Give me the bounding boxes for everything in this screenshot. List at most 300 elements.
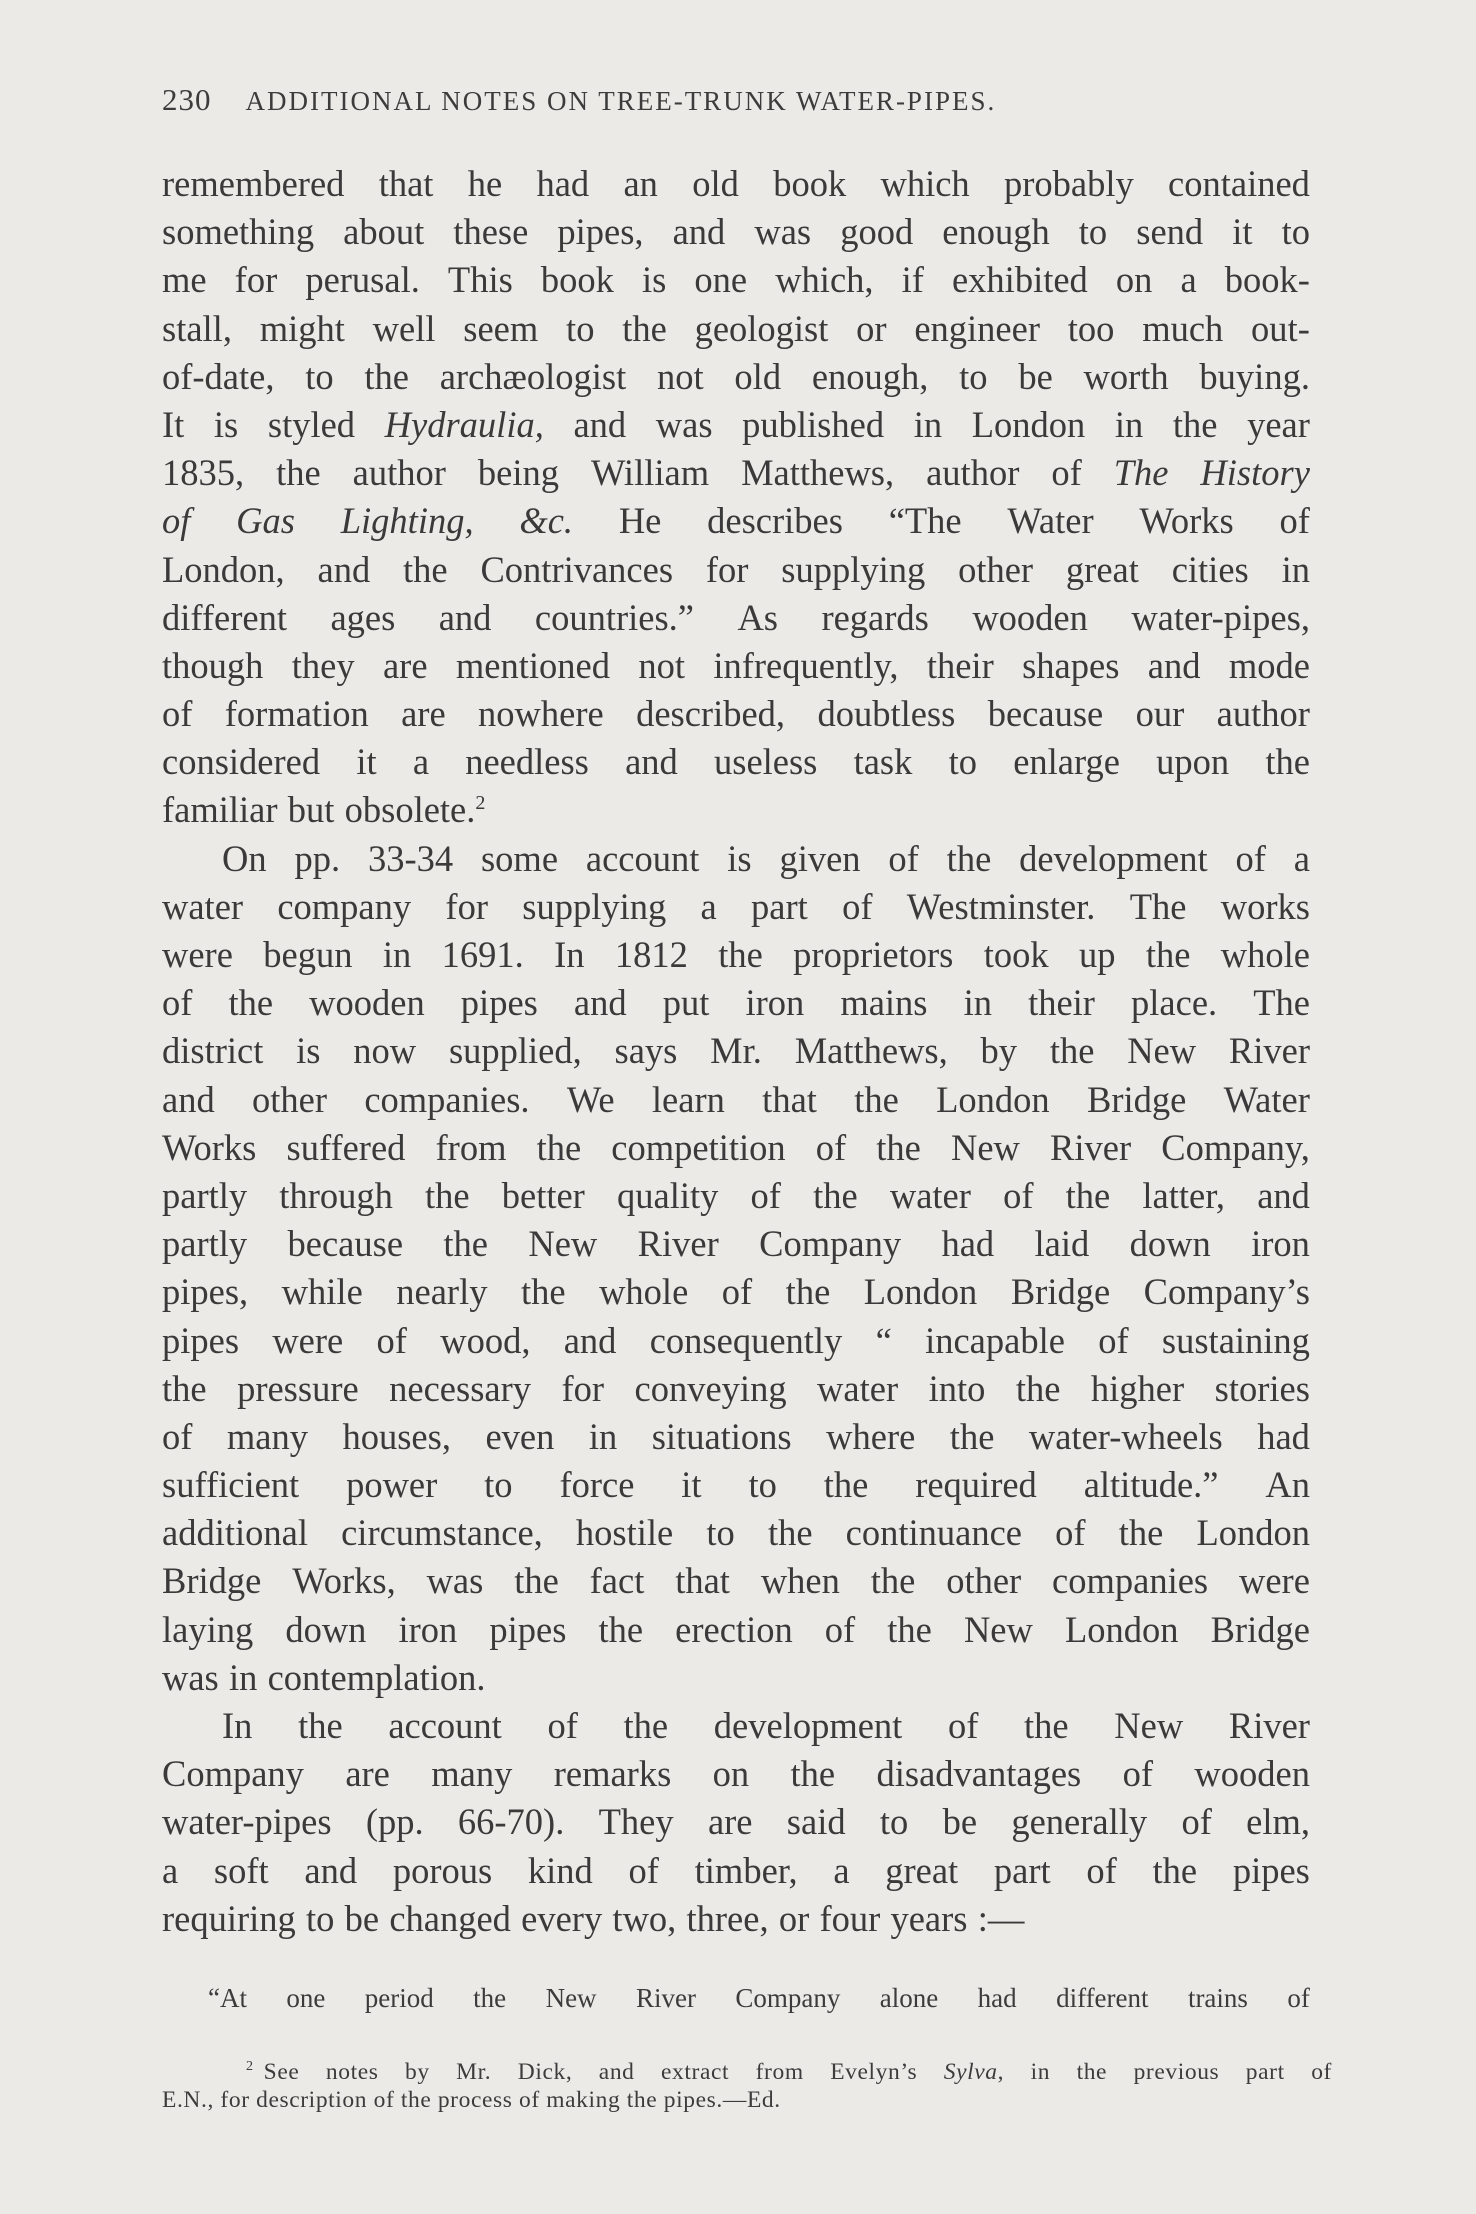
word: one [286,1983,326,2013]
word: are [401,693,446,735]
word: In [554,934,585,975]
word: when [760,1560,840,1602]
word: and [317,548,371,590]
word: the [790,1753,836,1795]
word: the [854,1078,899,1120]
word: and [162,1078,215,1120]
word: of [815,1126,847,1168]
word: the [622,307,667,349]
word: alone [879,1983,939,2013]
word: of [1181,1801,1212,1843]
word: iron [745,982,805,1024]
word: good [840,211,914,253]
text-line [162,738,1310,786]
word: other [946,1560,1022,1602]
word: are [707,1801,753,1843]
word: of [888,837,919,879]
word: London [1196,1512,1310,1554]
word: many [431,1753,513,1795]
word: “At [208,1983,247,2013]
word: published [742,403,885,445]
word: supplying [781,548,926,590]
word: some [480,837,559,879]
word: William [590,452,710,494]
word: different [1056,1983,1149,2013]
word: it [356,741,377,783]
word: of [1086,1849,1117,1891]
word: and [438,596,492,638]
word: in [588,1415,618,1457]
word: a [162,1849,179,1891]
word: He [618,500,662,542]
word: and [1147,644,1201,686]
word: Works [1139,500,1234,542]
word: to [306,1897,335,1939]
word: sufficient [162,1464,300,1506]
word: trains [1187,1983,1248,2013]
word: of [162,982,193,1024]
word: where [826,1415,916,1457]
word: learn [651,1078,725,1120]
text-line [162,546,1310,594]
word: London [936,1078,1050,1120]
word: force [559,1464,635,1506]
word: the [1265,741,1310,783]
word: better [501,1174,585,1216]
word: of [1279,500,1310,542]
word: for [561,1367,605,1409]
word: two, [612,1897,677,1939]
word: Bridge [1010,1271,1111,1313]
word: 1691. [441,934,524,975]
word: enough [942,211,1050,253]
word: New [528,1223,598,1265]
word: water [817,1367,899,1409]
word: place. [1131,982,1218,1024]
word: pipes, [162,1271,249,1313]
word: of [1051,452,1082,494]
text-line [162,1268,1310,1316]
word: given [779,837,861,879]
word: upon [1156,741,1230,783]
word: to [948,741,977,783]
word: “The [888,500,962,542]
word: the [228,982,274,1024]
word: London [863,1271,978,1313]
word: regards [821,596,929,638]
word: because [987,693,1104,735]
text-line [162,690,1310,738]
word: Gas [236,500,295,542]
word: We [566,1078,615,1120]
word: from [435,1126,507,1168]
word: much [1142,307,1224,349]
word: Sylva, [943,2059,1005,2085]
word: Lighting, [340,500,474,542]
word: the [785,1271,831,1313]
word: nearly [396,1271,488,1313]
word: familiar [162,789,278,831]
word: New [1114,1705,1184,1746]
word: the [623,1705,669,1746]
word: part [1245,2059,1285,2085]
word: the [403,548,448,590]
text-line [162,449,1310,497]
footnote [162,2058,1332,2114]
word: in [1030,2059,1051,2085]
word: They [598,1801,674,1843]
quote-line [162,1980,1310,2016]
word: of [1055,1512,1086,1554]
word: had [977,1983,1017,2013]
word: the [1152,1849,1198,1891]
word: send [1136,211,1204,253]
word: of [1287,1983,1310,2013]
word: works [1220,885,1310,927]
word: Bridge [1086,1078,1187,1120]
text-line [162,931,1310,979]
word: of [628,1849,659,1891]
word: from [755,2059,804,2085]
word: that [378,163,434,204]
word: Dick, [517,2059,573,2085]
word: of-date, [162,355,275,397]
word: development [1019,837,1208,879]
word: iron [1251,1223,1310,1265]
word: down [1129,1223,1211,1265]
word: and [573,403,627,445]
text-line [162,1509,1310,1557]
word: the [425,1174,470,1216]
word: were [162,934,233,975]
word: had [536,163,590,204]
word: water [162,885,244,927]
word: water [889,1174,971,1216]
text-line [162,305,1310,353]
word: remembered [162,163,345,204]
word: requiring [162,1897,296,1939]
word: The [1253,982,1310,1024]
word: water-pipes [162,1801,332,1843]
word: contemplation. [267,1656,486,1698]
word: notes [325,2059,379,2085]
word: worth [1083,355,1169,397]
word: of [162,500,191,542]
word: of [1003,1174,1034,1216]
word: mentioned [455,644,610,686]
word: author [926,452,1020,494]
word: As [737,596,779,638]
word: London [1064,1608,1179,1650]
word: hostile [575,1512,674,1554]
word: the [1145,934,1191,975]
word: exhibited [951,259,1088,301]
word: seem [463,307,539,349]
word: begun [263,934,353,975]
word: to [305,355,334,397]
word: the [718,934,763,975]
word: pipes [1232,1849,1310,1891]
word: of [376,1319,407,1361]
word: needless [465,741,589,783]
word: Mr. [456,2059,492,2085]
word: a [833,1849,850,1891]
word: Bridge [162,1560,262,1602]
word: doubtless [817,693,956,735]
word: he [467,163,503,204]
word: ages [330,596,396,638]
word: our [1135,693,1185,735]
word: of [1235,837,1266,879]
word: Westminster. [906,885,1096,927]
word: circumstance, [341,1512,543,1554]
word: stories [1214,1367,1310,1409]
word: shapes [1022,644,1120,686]
word: into [928,1367,986,1409]
word: in [1281,548,1310,590]
word: wood, [440,1319,531,1361]
text-line [162,1847,1310,1895]
text-line [162,1798,1310,1846]
word: engineer [914,307,1040,349]
word: conveying [634,1367,787,1409]
word: useless [713,741,818,783]
word: companies [1052,1560,1209,1602]
word: the [276,452,321,494]
text-line [162,256,1310,304]
word: styled [267,403,356,445]
word: of [721,1271,753,1313]
word: erection [675,1608,793,1650]
text-line [162,1750,1310,1798]
text-line [162,835,1310,883]
text-line [162,979,1310,1027]
word: water-wheels [1028,1415,1223,1457]
word: though [162,644,264,686]
word: other [252,1078,328,1120]
footnote-line: E.N., for description of the process of making the pipes.—Ed. [162,2087,781,2113]
text-line [162,1027,1310,1075]
word: archæologist [439,355,627,397]
word: these [453,211,529,253]
word: to [1281,211,1310,253]
text-line [162,1702,1310,1750]
word: and [672,211,726,253]
word: Water [1007,500,1094,542]
word: infrequently, [713,644,899,686]
word: if [901,259,924,301]
word: pp. [294,837,341,879]
word: laying [162,1608,254,1650]
word: nowhere [478,693,604,735]
word: Company [162,1753,304,1795]
word: book [540,259,614,301]
word: companies. [364,1078,530,1120]
word: considered [162,741,321,783]
word: the [1065,1174,1111,1216]
word: me [162,259,207,301]
word: on [712,1753,750,1795]
word: to [748,1464,777,1506]
word: Company [735,1983,841,2013]
word: the [946,837,992,879]
word: London, [162,548,285,590]
word: London [971,403,1086,445]
word: 33-34 [367,837,454,879]
word: describes [707,500,843,542]
word: additional [162,1512,308,1554]
word: The [1113,452,1169,494]
word: Contrivances [480,548,674,590]
word: different [162,596,287,638]
word: the [298,1705,343,1746]
word: was [162,1656,219,1698]
word: task [853,741,913,783]
word: New [1127,1030,1197,1072]
word: the [598,1608,644,1650]
word: pipes [460,982,538,1024]
word: of [1122,1753,1154,1795]
word: had [941,1223,995,1265]
word: took [983,934,1049,975]
running-head-title: ADDITIONAL NOTES ON TREE-TRUNK WATER-PIPES. [245,86,997,116]
word: were [272,1319,344,1361]
word: is [727,837,752,879]
word: the [767,1512,813,1554]
word: the [870,1560,916,1602]
word: and [598,2059,635,2085]
word: Mr. [710,1030,762,1072]
word: is [296,1030,321,1072]
word: the [364,355,409,397]
word: in [1114,403,1144,445]
word: while [281,1271,363,1313]
body-text [162,160,1310,1943]
word: because [287,1223,404,1265]
word: of [547,1705,578,1746]
word: mode [1228,644,1310,686]
word: up [1078,934,1116,975]
word: water-pipes, [1131,596,1310,638]
word: perusal. [305,259,420,301]
word: were [1239,1560,1310,1602]
word: are [345,1753,390,1795]
word: Works, [292,1560,396,1602]
word: by [980,1030,1018,1072]
word: laid [1034,1223,1090,1265]
word: mains [840,982,928,1024]
word: be [1018,355,1053,397]
word: is [641,259,667,301]
word: Company [759,1223,902,1265]
word: great [1065,548,1139,590]
word: three, [686,1897,769,1939]
word: to [484,1464,513,1506]
word: enough, [811,355,929,397]
word: to [1078,211,1108,253]
word: something [162,211,315,253]
word: or [778,1897,810,1939]
word: Matthews, [794,1030,948,1072]
word: On [222,837,267,879]
word: down [285,1608,367,1650]
word: book [773,163,847,204]
text-line [162,883,1310,931]
word: elm, [1246,1801,1310,1843]
word: a [1180,259,1197,301]
word: district [162,1030,264,1072]
word: put [662,982,710,1024]
word: had [1257,1415,1310,1457]
word: iron [398,1608,458,1650]
word: The [1129,885,1187,927]
word: a [412,741,430,783]
word: extract [661,2059,730,2085]
text-line [162,786,1310,834]
word: in [228,1656,258,1698]
footnote-line [162,2058,1332,2086]
word: not [657,355,704,397]
word: pipes [162,1319,240,1361]
word: enlarge [1013,741,1120,783]
word: Matthews, [741,452,895,494]
word: and [304,1849,358,1891]
word: for [445,885,488,927]
word: formation [224,693,369,735]
word: cities [1171,548,1249,590]
word: contained [1168,163,1310,204]
word: disadvantages [876,1753,1082,1795]
word: River [635,1983,696,2013]
word: other [958,548,1034,590]
word: countries.” [534,596,694,638]
word: 1835, [162,452,245,494]
word: incapable [925,1319,1065,1361]
word: an [623,163,658,204]
word: the [473,1983,507,2013]
word: part [993,1849,1051,1891]
word: pipes, [557,211,644,253]
word: &c. [519,500,574,542]
word: Water [1223,1078,1310,1120]
word: the [1049,1030,1095,1072]
page-number: 230 [162,82,212,117]
word: described, [636,693,786,735]
word: about [343,211,425,253]
word: period [364,1983,434,2013]
word: company [277,885,412,927]
word: continuance [845,1512,1023,1554]
word: “ [875,1319,892,1361]
word: latter, [1142,1174,1226,1216]
text-line [162,594,1310,642]
word: 1812 [614,934,688,975]
footnote-reference: 2 [475,792,486,815]
word: River [1050,1126,1132,1168]
text-line [162,1124,1310,1172]
word: River [1228,1030,1310,1072]
word: New [950,1126,1020,1168]
word: says [614,1030,678,1072]
word: of [1098,1319,1129,1361]
word: out- [1251,307,1310,349]
text-line [162,1413,1310,1461]
word: wooden [1194,1753,1310,1795]
word: altitude.” [1083,1464,1219,1506]
word: of [824,1608,856,1650]
word: by [404,2059,430,2085]
word: well [372,307,436,349]
